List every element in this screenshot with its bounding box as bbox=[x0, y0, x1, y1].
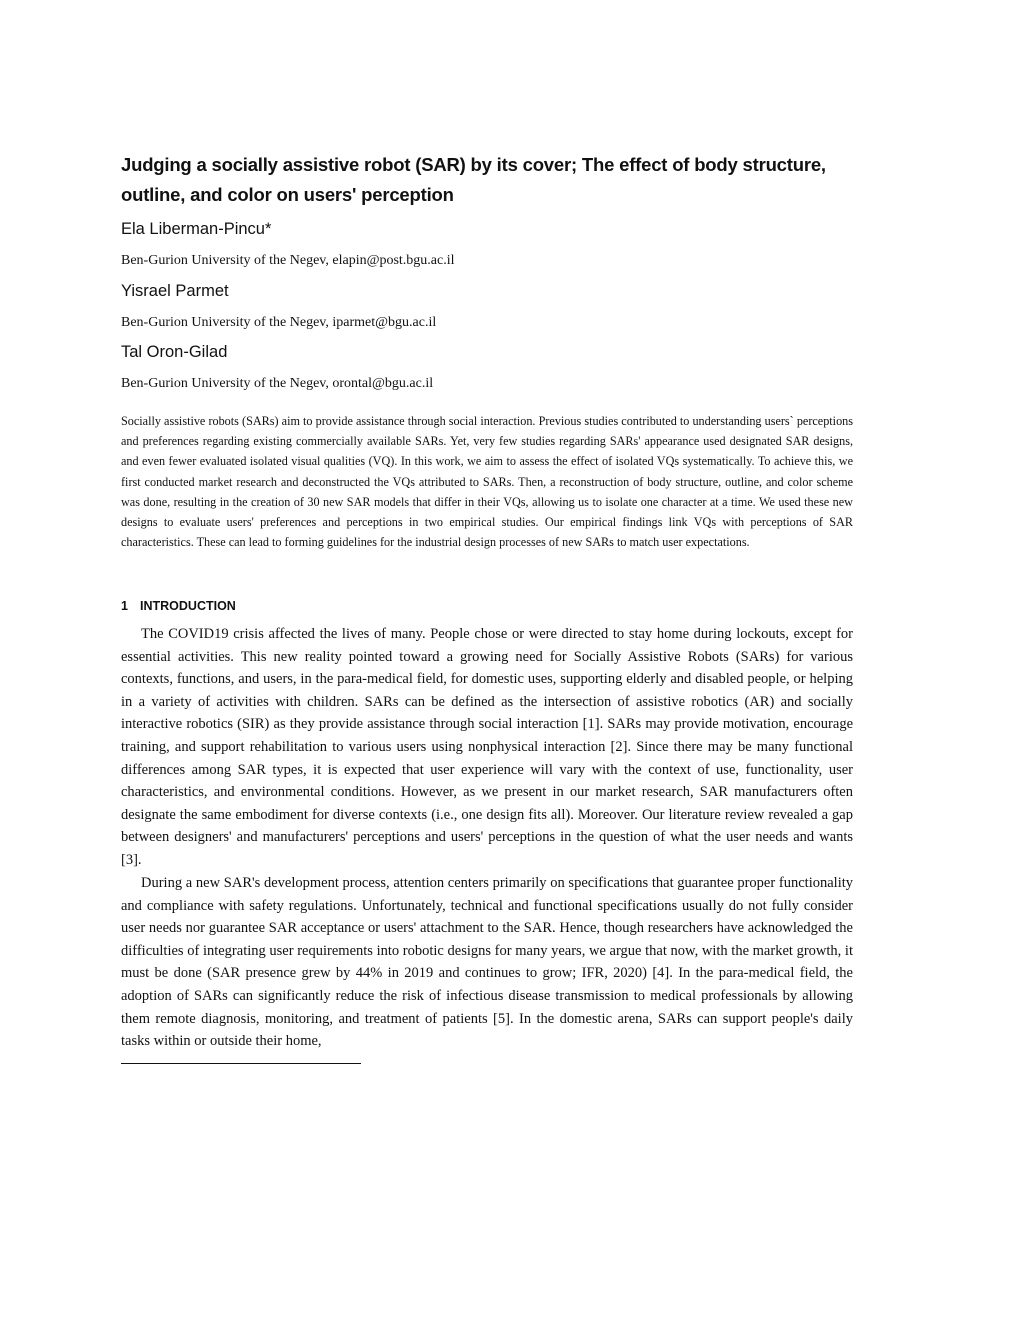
author-name: Yisrael Parmet bbox=[121, 282, 229, 300]
section-number: 1 bbox=[121, 599, 128, 613]
author-affiliation: Ben-Gurion University of the Negev, iparmet@bgu.ac.il bbox=[121, 315, 437, 330]
paper-title: Judging a socially assistive robot (SAR) by its cover; The effect of body structure, outline, and color on users' perception bbox=[121, 154, 826, 205]
section-heading bbox=[121, 597, 236, 615]
author-name: Ela Liberman-Pincu* bbox=[121, 220, 272, 238]
body-paragraph: During a new SAR's development process, attention centers primarily on specifications that guarantee proper functionality and compliance with safety regulations. Unfortunately, technical and functional specifications usually do not fully consider user needs nor guarantee SAR acceptance or users' attachment to the SAR. Hence, though researchers have acknowledged the difficulties of integrating user requirements into robotic designs for many years, we argue that now, with the market growth, it must be done (SAR presence grew by 44% in 2019 and continues to grow; IFR, 2020) [4]. In the para-medical field, the adoption of SARs can significantly reduce the risk of infectious disease transmission to medical professionals by allowing them remote diagnosis, monitoring, and treatment of patients [5]. In the domestic arena, SARs can support people's daily tasks within or outside their home, bbox=[121, 875, 853, 1050]
author-affiliation: Ben-Gurion University of the Negev, elapin@post.bgu.ac.il bbox=[121, 253, 455, 268]
author-affiliation: Ben-Gurion University of the Negev, orontal@bgu.ac.il bbox=[121, 376, 434, 391]
author-name: Tal Oron-Gilad bbox=[121, 343, 228, 361]
body-paragraph: The COVID19 crisis affected the lives of many. People chose or were directed to stay home during lockouts, except for essential activities. This new reality pointed toward a growing need for Socially Assistive Robots (SARs) for various contexts, functions, and users, in the para-medical field, for domestic uses, supporting elderly and disabled people, or helping in a variety of activities with children. SARs can be defined as the intersection of assistive robotics (AR) and socially interactive robotics (SIR) as they provide assistance through social interaction [1]. SARs may provide motivation, encourage training, and support rehabilitation to various users using nonphysical interaction [2]. Since there may be many functional differences among SAR types, it is expected that user experience will vary with the context of use, functionality, user characteristics, and environmental conditions. However, as we present in our market research, SAR manufacturers often designate the same embodiment for diverse contexts (i.e., one design fits all). Moreover. Our literature review revealed a gap between designers' and manufacturers' perceptions and users' perceptions in the question of what the user needs and wants [3]. bbox=[121, 626, 853, 868]
section-title: INTRODUCTION bbox=[140, 599, 236, 613]
abstract: Socially assistive robots (SARs) aim to provide assistance through social interaction. Previous studies contributed to understanding users` perceptions and preferences regarding existing commercially available SARs. Yet, very few studies regarding SARs' appearance used designated SAR designs, and even fewer evaluated isolated visual qualities (VQ). In this work, we aim to assess the effect of isolated VQs systematically. To achieve this, we first conducted market research and deconstructed the VQs attributed to SARs. Then, a reconstruction of body structure, outline, and color scheme was done, resulting in the creation of 30 new SAR models that differ in their VQs, allowing us to isolate one character at a time. We used these new designs to evaluate users' preferences and perceptions in two empirical studies. Our empirical findings link VQs with perceptions of SAR characteristics. These can lead to forming guidelines for the industrial design processes of new SARs to match user expectations. bbox=[121, 414, 853, 550]
footnote-separator bbox=[121, 1063, 361, 1064]
